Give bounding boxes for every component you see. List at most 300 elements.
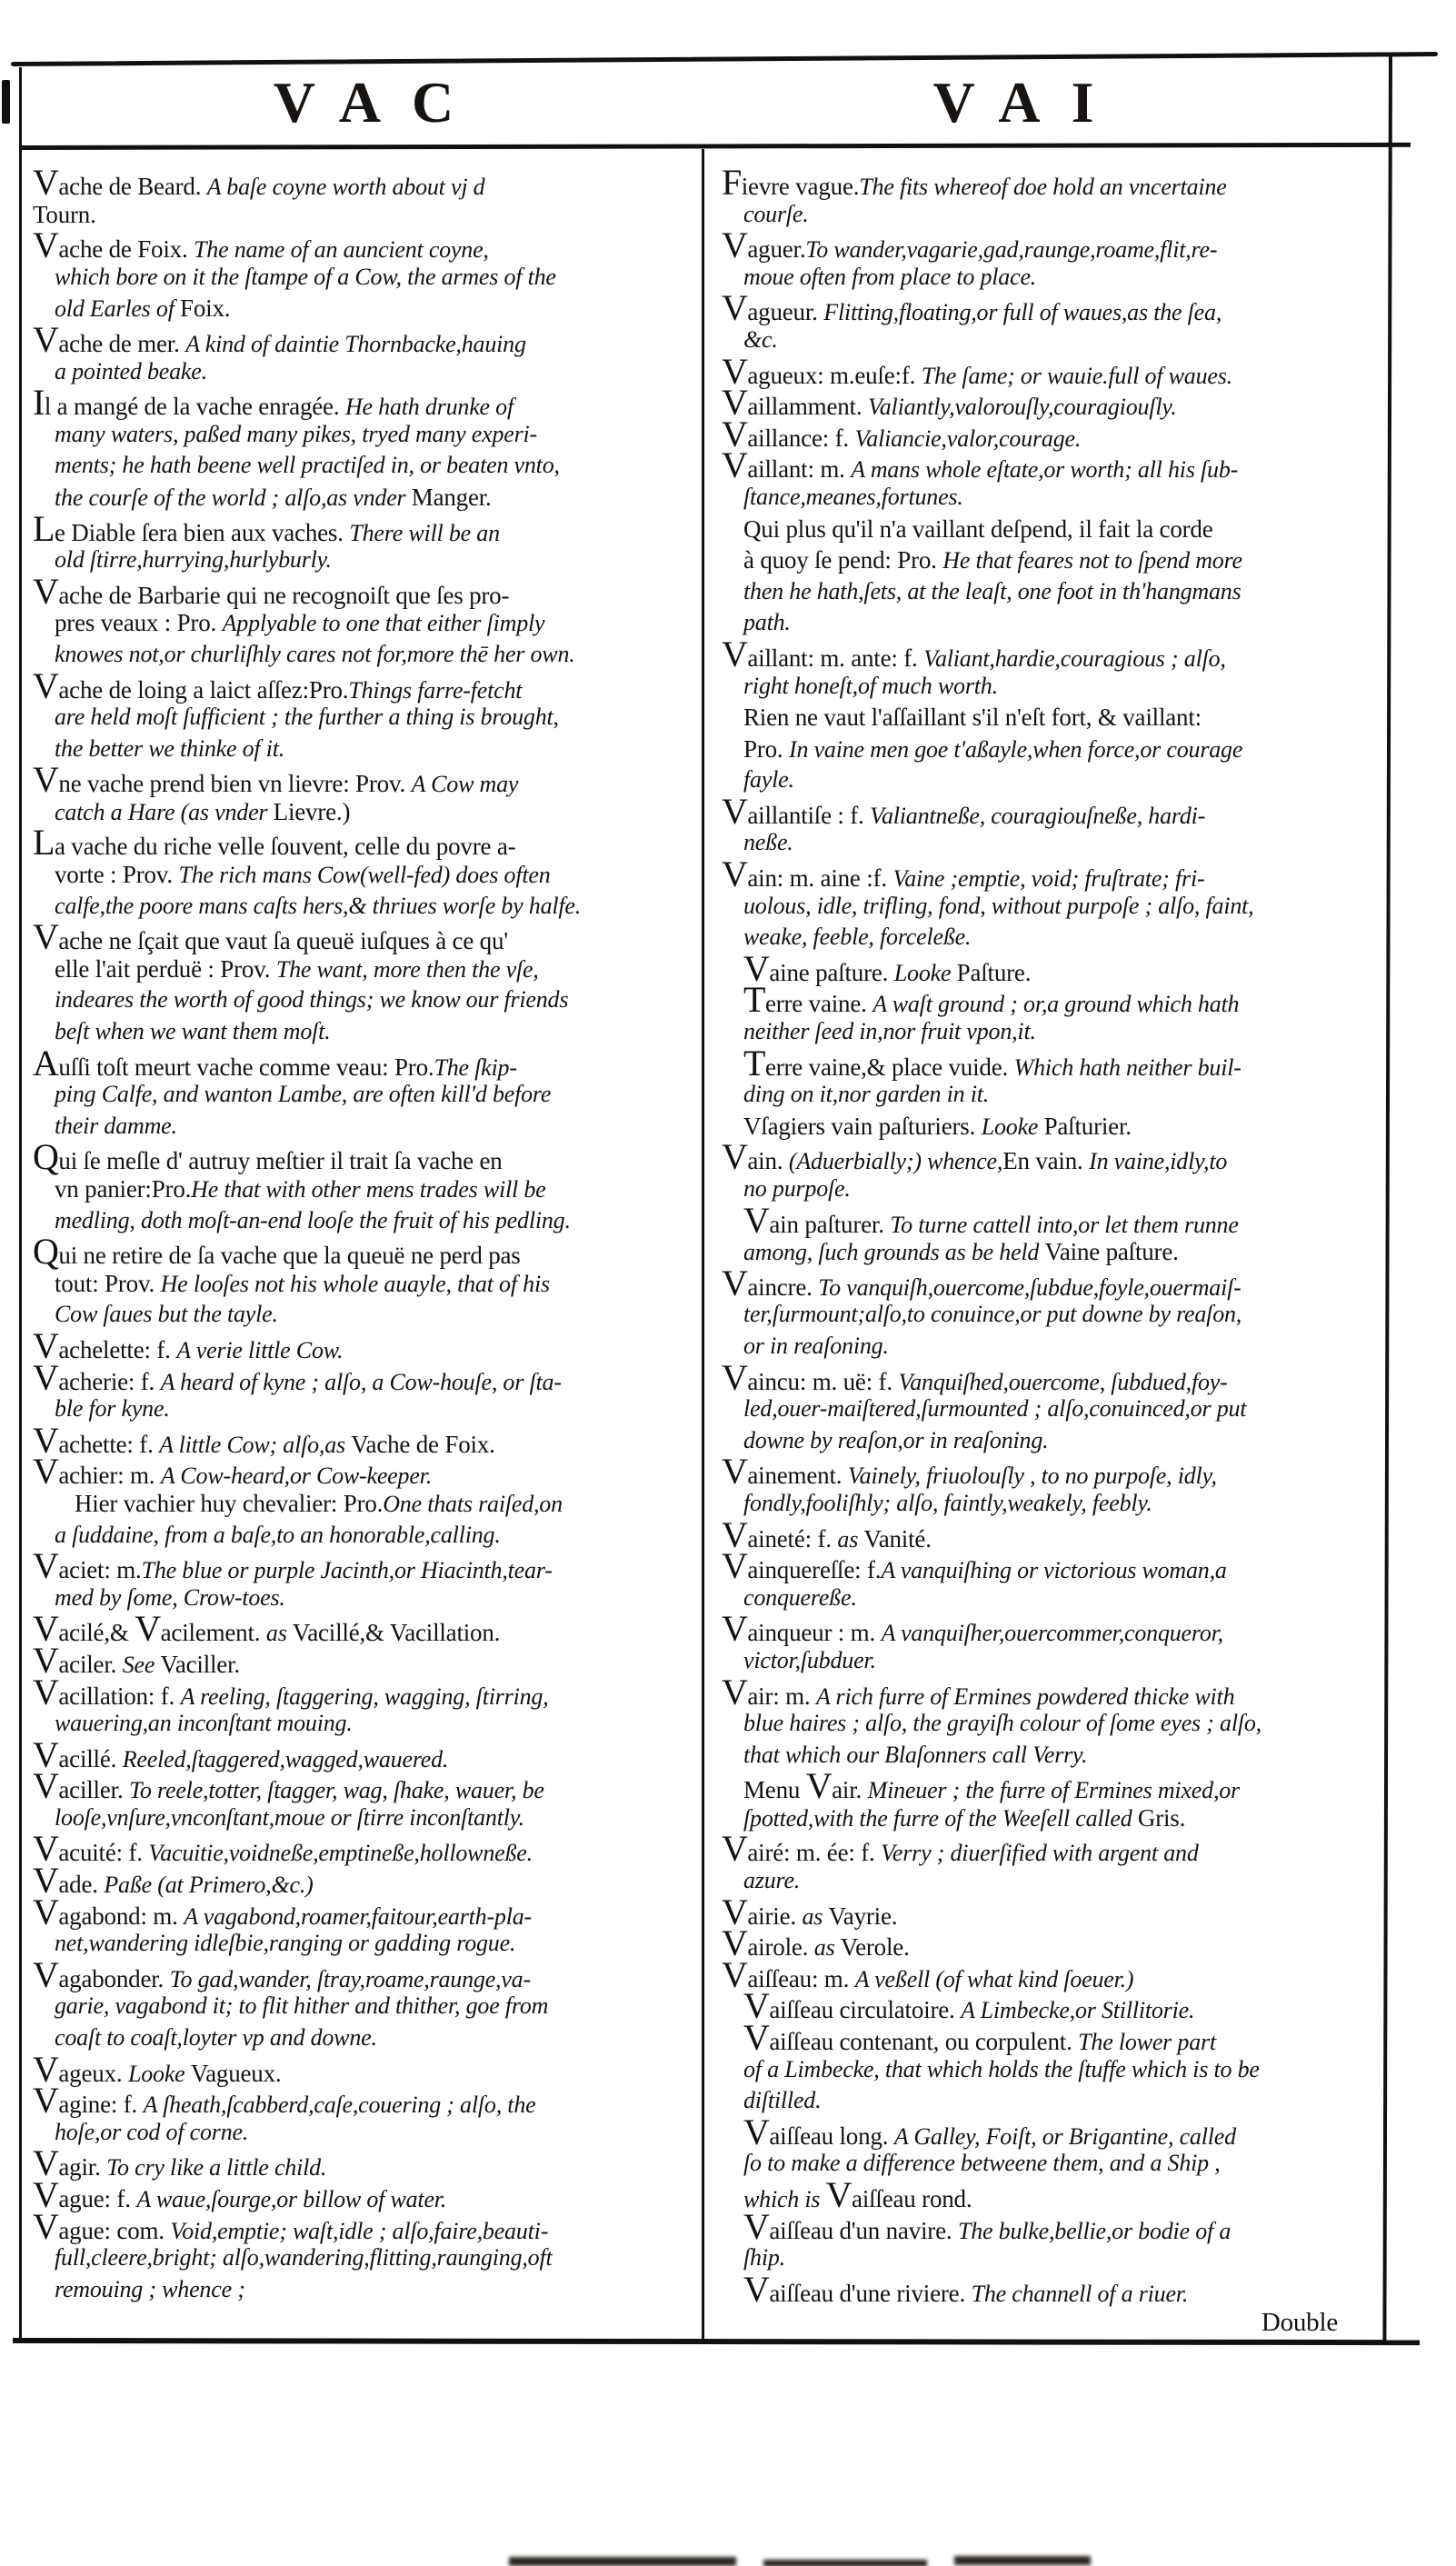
definition-text: blue haires ; alſo, the grayiſh colour of ſome eyes ; alſo, xyxy=(743,1710,1262,1737)
definition-text: Vaine ;emptie, void; fruſtrate; fri- xyxy=(893,865,1205,893)
definition-text: among, ſuch grounds as be held xyxy=(743,1239,1045,1266)
definition-text: A Limbecke,or Stillitorie. xyxy=(961,1997,1195,2024)
definition-text: downe by reaſon,or in reaſoning. xyxy=(743,1426,1049,1453)
definition-text: ſhip. xyxy=(743,2244,785,2271)
headword-text: Vaciller. xyxy=(160,1650,240,1678)
headword-text: agabond: m. xyxy=(58,1902,184,1930)
definition-text: as xyxy=(837,1525,864,1553)
definition-text: He looſes not his whole auayle, that of his xyxy=(160,1270,550,1297)
text-line xyxy=(33,1639,694,1681)
headword-text: e Diable ſera bien aux vaches. xyxy=(54,518,350,546)
initial-capital: V xyxy=(33,1608,59,1650)
definition-text: The want, more then the vſe, xyxy=(275,955,539,983)
left-border-rule xyxy=(19,67,22,2340)
definition-text: Valiancie,valor,courage. xyxy=(854,424,1082,452)
initial-capital: V xyxy=(722,1608,748,1650)
catchword-line xyxy=(722,2307,1369,2343)
right-border-rule xyxy=(1382,55,1392,2341)
definition-text: A baſe coyne worth about vj d xyxy=(206,174,485,200)
definition-text: that which our Blaſonners call Verry. xyxy=(743,1741,1088,1768)
page-bottom-smudge xyxy=(954,2556,1091,2565)
text-line xyxy=(33,607,694,639)
text-line xyxy=(722,734,1369,765)
text-line xyxy=(33,2174,694,2215)
headword-text: Vſagiers vain paſturiers. xyxy=(743,1112,982,1140)
text-line xyxy=(722,1645,1369,1677)
text-line xyxy=(722,1865,1369,1897)
text-line xyxy=(33,759,694,801)
headword-text: aillance: f. xyxy=(747,424,855,452)
definition-text: A Cow-heard,or Cow-keeper. xyxy=(160,1463,432,1490)
definition-text: are held moſt ſufficient ; the further a thing is brought, xyxy=(55,704,559,731)
text-line xyxy=(33,859,694,891)
text-line xyxy=(33,1136,694,1178)
initial-capital: V xyxy=(805,1765,833,1807)
initial-capital: V xyxy=(33,1953,59,1995)
headword-text: aiſſeau contenant, ou corpulent. xyxy=(769,2028,1079,2056)
definition-text: A vagabond,roamer,faitour,earth-pla- xyxy=(184,1902,533,1930)
text-line xyxy=(722,1513,1369,1555)
initial-capital: L xyxy=(33,822,55,864)
definition-text: A reeling, ſtaggering, wagging, ſtirring, xyxy=(180,1682,549,1710)
text-line xyxy=(722,1545,1369,1587)
initial-capital: T xyxy=(743,1042,765,1083)
definition-text: as xyxy=(813,1934,841,1962)
text-line xyxy=(33,1520,694,1552)
text-line xyxy=(722,2054,1369,2086)
headword-text: Foix. xyxy=(180,295,231,323)
initial-capital: V xyxy=(743,2205,770,2247)
headword-text: aillant: m. ante: f. xyxy=(747,644,924,672)
text-line xyxy=(722,162,1369,203)
headword-text: tout: Prov. xyxy=(55,1269,161,1297)
initial-capital: V xyxy=(33,225,59,266)
left-column xyxy=(33,162,694,2305)
initial-capital: V xyxy=(743,2111,770,2152)
text-line xyxy=(33,1016,694,1048)
headword-text: aiſſeau circulatoire. xyxy=(769,1996,962,2024)
text-line xyxy=(33,1928,694,1960)
initial-capital: Q xyxy=(33,1136,59,1178)
text-line xyxy=(722,1331,1369,1363)
initial-capital: V xyxy=(33,1891,59,1932)
initial-capital: L xyxy=(33,507,55,549)
text-line xyxy=(722,1299,1369,1331)
text-line xyxy=(33,419,694,451)
definition-text: remouing ; whence ; xyxy=(55,2275,245,2302)
text-line xyxy=(722,1042,1369,1083)
headword-text: acuité: f. xyxy=(58,1839,149,1867)
text-line xyxy=(722,225,1369,266)
text-line xyxy=(33,1802,694,1834)
page-bottom-smudge xyxy=(763,2560,927,2566)
text-line xyxy=(33,544,694,576)
initial-capital: V xyxy=(33,759,59,801)
text-line xyxy=(33,1042,694,1083)
headword-text: erre vaine,& place vuide. xyxy=(764,1053,1014,1081)
initial-capital: Q xyxy=(33,1231,59,1273)
headword-text: airé: m. ée: f. xyxy=(747,1839,882,1867)
definition-text: led,ouer-maiſtered,ſurmounted ; alſo,conuinced,or put xyxy=(743,1395,1247,1423)
initial-capital: A xyxy=(33,1042,59,1083)
definition-text: coaſt to coaſt,loyter vp and downe. xyxy=(55,2024,377,2052)
text-line xyxy=(33,356,694,388)
text-line xyxy=(33,2048,694,2090)
definition-text: There will be an xyxy=(349,519,500,546)
headword-text: ain paſturer. xyxy=(769,1210,891,1238)
text-line xyxy=(722,1765,1369,1807)
text-line xyxy=(722,482,1369,514)
initial-capital: V xyxy=(722,1671,748,1712)
text-line xyxy=(33,1708,694,1740)
headword-text: aguer. xyxy=(747,235,806,264)
initial-capital: V xyxy=(33,1828,59,1870)
headword-text: ageux. xyxy=(58,2059,128,2087)
text-line xyxy=(722,702,1369,734)
text-line xyxy=(722,827,1369,859)
initial-capital: V xyxy=(33,1324,59,1366)
initial-capital: V xyxy=(722,350,748,392)
text-line xyxy=(33,2117,694,2149)
definition-text: ble for kyne. xyxy=(55,1395,170,1423)
initial-capital: V xyxy=(135,1608,161,1650)
text-line xyxy=(33,1451,694,1493)
text-line xyxy=(33,1765,694,1807)
initial-capital: V xyxy=(33,1860,59,1902)
text-line xyxy=(722,576,1369,608)
text-line xyxy=(722,1111,1369,1143)
text-line xyxy=(33,1324,694,1366)
text-line xyxy=(33,1583,694,1614)
text-line xyxy=(722,1985,1369,2027)
text-line xyxy=(722,514,1369,545)
definition-text: old Earles of xyxy=(55,295,181,323)
headword-text: ainquereſſe: f. xyxy=(747,1556,882,1584)
headword-text: aiſſeau d'une riviere. xyxy=(769,2279,972,2307)
definition-text: Flitting,floating,or full of waues,as the ſea, xyxy=(823,299,1222,326)
definition-text: To turne cattell into,or let them runne xyxy=(890,1211,1239,1238)
headword-text: elle l'ait perduë : Prov. xyxy=(55,954,276,983)
headword-text: Vacillé,& Vacillation. xyxy=(292,1619,501,1647)
headword-text: erre vaine. xyxy=(764,990,873,1018)
initial-capital: V xyxy=(722,1953,748,1995)
headword-text: ague: f. xyxy=(58,2185,137,2212)
headword-text: agir. xyxy=(58,2153,107,2182)
headword-text: aiſſeau long. xyxy=(769,2122,894,2150)
headword-text: acillation: f. xyxy=(58,1682,181,1710)
definition-text: To wander,vagarie,gad,raunge,roame,flit,re- xyxy=(805,236,1218,264)
text-line xyxy=(33,162,694,203)
initial-capital: V xyxy=(722,413,748,454)
headword-text: ache de Beard. xyxy=(58,173,207,200)
text-line xyxy=(722,1199,1369,1241)
initial-capital: V xyxy=(722,382,748,424)
definition-text: A veßell (of what kind ſoeuer.) xyxy=(854,1965,1134,1992)
definition-text: See xyxy=(122,1651,161,1678)
headword-text: aincre. xyxy=(747,1273,819,1301)
text-line xyxy=(33,225,694,266)
initial-capital: V xyxy=(722,854,748,895)
definition-text: uolous, idle, trifling, fond, without purpoſe ; alſo, faint, xyxy=(743,892,1254,919)
running-head-right: VAI xyxy=(932,70,1125,135)
definition-text: indeares the worth of good things; we know our friends xyxy=(55,986,569,1013)
definition-text: ments; he hath beene well practiſed in, or beaten vnto, xyxy=(55,452,560,479)
initial-capital: T xyxy=(743,979,765,1021)
headword-text: achier: m. xyxy=(58,1462,161,1490)
definition-text: Verry ; diuerſified with argent and xyxy=(881,1840,1199,1867)
page-bottom-smudge xyxy=(509,2557,736,2566)
text-line xyxy=(33,1860,694,1902)
definition-text: a pointed beake. xyxy=(55,357,207,384)
headword-text: agueux: m.euſe:f. xyxy=(747,361,922,389)
definition-text: a ſuddaine, from a baſe,to an honorable,calling. xyxy=(55,1521,501,1548)
text-line xyxy=(33,1268,694,1300)
headword-text: aciet: m. xyxy=(58,1556,142,1584)
text-line xyxy=(722,2205,1369,2247)
initial-capital: V xyxy=(722,1136,748,1178)
text-line xyxy=(722,790,1369,832)
definition-text: Looke xyxy=(981,1113,1044,1140)
initial-capital: V xyxy=(33,162,59,203)
definition-text: He hath drunke of xyxy=(344,394,514,421)
initial-capital: V xyxy=(722,1545,748,1587)
text-line xyxy=(33,2080,694,2122)
text-line xyxy=(722,444,1369,486)
text-line xyxy=(33,1173,694,1205)
text-line xyxy=(722,1671,1369,1712)
headword-text: aiſſeau d'un navire. xyxy=(769,2216,958,2244)
initial-capital: V xyxy=(722,633,748,674)
definition-text: old ſtirre,hurrying,hurlyburly. xyxy=(55,546,332,574)
text-line xyxy=(722,2111,1369,2152)
definition-text: The name of an auncient coyne, xyxy=(194,236,489,264)
text-line xyxy=(33,450,694,482)
initial-capital: V xyxy=(722,225,748,266)
definition-text: weake, feeble, forceleße. xyxy=(743,924,972,951)
column-divider-rule xyxy=(702,149,704,2340)
definition-text: ſpotted,with the furre of the Weeſell called xyxy=(743,1804,1138,1832)
initial-capital: V xyxy=(33,1356,59,1398)
headword-text: aiſſeau: m. xyxy=(747,1964,855,1992)
text-line xyxy=(722,2268,1369,2310)
text-line xyxy=(33,1953,694,1995)
initial-capital: V xyxy=(33,2048,59,2090)
text-line xyxy=(33,1231,694,1273)
headword-text: ainqueur : m. xyxy=(747,1619,882,1647)
text-line xyxy=(722,1016,1369,1048)
headword-text: ain: m. aine :f. xyxy=(747,864,893,893)
definition-text: Looke xyxy=(893,959,957,986)
definition-text: The ſame; or wauie.full of waues. xyxy=(921,362,1232,389)
bottom-border-rule xyxy=(13,2338,1420,2345)
text-line xyxy=(722,1451,1369,1493)
initial-capital: V xyxy=(33,2174,59,2215)
text-line xyxy=(33,822,694,864)
headword-text: ache de Barbarie qui ne recognoiſt que ſes pro- xyxy=(58,581,510,609)
text-line xyxy=(33,318,694,360)
text-line xyxy=(722,1802,1369,1834)
headword-text: acillé. xyxy=(58,1744,123,1772)
headword-text: air. xyxy=(832,1776,868,1804)
definition-text: To vanquiſh,ouercome,ſubdue,foyle,ouermaiſ- xyxy=(818,1273,1242,1301)
definition-text: as xyxy=(802,1902,829,1930)
headword-text: ui ſe meſle d' autruy meſtier il trait ſa vache en xyxy=(58,1147,503,1175)
headword-text: ain. xyxy=(747,1147,789,1175)
definition-text: their damme. xyxy=(55,1112,177,1139)
text-line xyxy=(33,1079,694,1111)
initial-capital: V xyxy=(33,916,59,958)
definition-text: Which hath neither buil- xyxy=(1013,1053,1242,1081)
headword-text: aiſſeau rond. xyxy=(852,2185,972,2212)
definition-text: net,wandering idleſbie,ranging or gadding rogue. xyxy=(55,1930,516,1957)
text-line xyxy=(722,1891,1369,1932)
headword-text: ache de mer. xyxy=(58,329,186,357)
definition-text: Void,emptie; waſt,idle ; alſo,faire,beauti- xyxy=(170,2217,549,2244)
definition-text: as xyxy=(265,1620,293,1647)
definition-text: A kind of daintie Thornbacke,hauing xyxy=(185,330,526,357)
headword-text: Tourn. xyxy=(33,200,96,228)
definition-text: A Galley, Foiſt, or Brigantine, called xyxy=(893,2122,1236,2150)
text-line xyxy=(33,2274,694,2306)
initial-capital: V xyxy=(743,1985,770,2027)
definition-text: ſtance,meanes,fortunes. xyxy=(743,483,963,510)
text-line xyxy=(33,1111,694,1143)
headword-text: aincu: m. uë: f. xyxy=(747,1367,899,1395)
top-border-rule xyxy=(11,52,1438,66)
headword-text: achelette: f. xyxy=(58,1335,177,1363)
initial-capital: V xyxy=(722,444,748,486)
text-line xyxy=(33,570,694,612)
definition-text: A waue,ſourge,or billow of water. xyxy=(136,2186,447,2212)
definition-text: (Aduerbially;) whence, xyxy=(788,1148,1003,1175)
initial-capital: V xyxy=(33,570,59,612)
text-line xyxy=(722,413,1369,454)
headword-text: l a mangé de la vache enragée. xyxy=(44,393,345,421)
headword-text: aillant: m. xyxy=(747,455,852,484)
headword-text: airie. xyxy=(747,1902,803,1930)
headword-text: vn panier:Pro. xyxy=(55,1175,192,1203)
text-line xyxy=(33,1488,694,1520)
definition-text: right honeſt,of much worth. xyxy=(743,672,998,699)
headword-text: ache ne ſçait que vaut ſa queuë iuſques à ce qu' xyxy=(58,927,508,955)
definition-text: Valiant,hardie,couragious ; alſo, xyxy=(923,644,1226,672)
text-line xyxy=(722,1136,1369,1178)
text-line xyxy=(33,1828,694,1870)
definition-text: The ſkip- xyxy=(434,1053,517,1081)
text-line xyxy=(33,1205,694,1237)
headword-text: Verole. xyxy=(840,1933,910,1962)
headword-text: Hier vachier huy chevalier: Pro. xyxy=(75,1489,384,1517)
text-line xyxy=(722,287,1369,329)
definition-text: catch a Hare (as vnder xyxy=(55,798,274,825)
text-line xyxy=(722,350,1369,392)
definition-text: fondly,fooliſhly; alſo, faintly,weakely, feebly. xyxy=(743,1489,1152,1516)
initial-capital: V xyxy=(722,1828,748,1870)
definition-text: beſt when we want them moſt. xyxy=(55,1018,331,1045)
definition-text: A waſt ground ; or,a ground which hath xyxy=(873,991,1240,1018)
definition-text: Things farre-fetcht xyxy=(348,676,523,704)
headword-text: a vache du riche velle ſouvent, celle du povre a- xyxy=(54,833,516,861)
headword-text: ache de loing a laict aſſez:Pro. xyxy=(58,675,349,704)
text-line xyxy=(722,199,1369,231)
headword-text: acherie: f. xyxy=(58,1367,161,1395)
initial-capital: V xyxy=(33,318,59,360)
initial-capital: V xyxy=(33,1733,59,1775)
text-line xyxy=(722,1425,1369,1457)
text-line xyxy=(722,544,1369,576)
headword-text: ague: com. xyxy=(58,2216,171,2244)
definition-text: full,cleere,bright; alſo,wandering,flitting,raunging,oft xyxy=(55,2244,553,2271)
initial-capital: F xyxy=(722,162,742,203)
text-line xyxy=(33,2242,694,2274)
initial-capital: I xyxy=(33,382,45,424)
initial-capital: V xyxy=(33,1765,59,1807)
definition-text: A verie little Cow. xyxy=(176,1336,344,1363)
headword-text: Vayrie. xyxy=(828,1902,898,1930)
text-line xyxy=(722,607,1369,639)
definition-text: A little Cow; alſo,as xyxy=(159,1431,352,1458)
text-line xyxy=(33,1733,694,1775)
text-line xyxy=(33,507,694,549)
initial-capital: V xyxy=(33,1671,59,1712)
text-line xyxy=(722,2148,1369,2180)
definition-text: then he hath,ſets, at the leaſt, one foot in th'hangmans xyxy=(743,577,1242,604)
text-line xyxy=(722,764,1369,796)
definition-text: The lower part xyxy=(1078,2029,1216,2056)
initial-capital: V xyxy=(33,664,59,706)
right-column xyxy=(722,162,1369,2343)
text-line xyxy=(722,1953,1369,1995)
initial-capital: V xyxy=(33,2205,59,2247)
headword-text: ui ne retire de ſa vache que la queuë ne perd pas xyxy=(58,1242,521,1270)
text-line xyxy=(33,891,694,923)
definition-text: In vaine men goe t'aßayle,when force,or courage xyxy=(789,735,1243,763)
text-line xyxy=(33,382,694,424)
definition-text: A vanquiſher,ouercommer,conqueror, xyxy=(881,1620,1223,1647)
definition-text: Looke xyxy=(127,2060,191,2087)
text-line xyxy=(722,1173,1369,1205)
initial-capital: V xyxy=(33,2142,59,2184)
headword-text: achette: f. xyxy=(58,1430,160,1458)
definition-text: looſe,vnſure,vnconſtant,moue or ſtirre inconſtantly. xyxy=(55,1803,524,1831)
initial-capital: V xyxy=(722,287,748,329)
text-line xyxy=(722,671,1369,703)
headword-text: air: m. xyxy=(747,1682,817,1710)
definition-text: medling, doth moſt-an-end looſe the fruit of his pedling. xyxy=(55,1206,571,1233)
text-line xyxy=(33,199,694,231)
definition-text: To reele,totter, ſtagger, wag, ſhake, wauer, be xyxy=(129,1777,544,1804)
headword-text: aciller. xyxy=(58,1776,130,1804)
text-line xyxy=(33,664,694,706)
text-line xyxy=(722,1236,1369,1268)
definition-text: Paße (at Primero,&c.) xyxy=(104,1872,314,1899)
running-head-left: VAC xyxy=(273,70,485,135)
text-line xyxy=(722,2242,1369,2274)
definition-text: He that with other mens trades will be xyxy=(191,1176,546,1203)
definition-text: Valiantly,valorouſly,couragiouſly. xyxy=(867,394,1177,421)
initial-capital: V xyxy=(743,2268,770,2310)
initial-capital: V xyxy=(825,2174,853,2215)
definition-text: A vanquiſhing or victorious woman,a xyxy=(881,1557,1227,1584)
headword-text: Vaine paſture. xyxy=(1044,1238,1179,1266)
headword-text: Vanité. xyxy=(863,1524,932,1553)
definition-text: azure. xyxy=(743,1867,801,1894)
definition-text: of a Limbecke, that which holds the ſtuffe which is to be xyxy=(743,2055,1260,2082)
text-line xyxy=(722,854,1369,895)
initial-capital: V xyxy=(722,1891,748,1932)
text-line xyxy=(33,796,694,828)
headword-text: à quoy ſe pend: Pro. xyxy=(743,546,943,574)
